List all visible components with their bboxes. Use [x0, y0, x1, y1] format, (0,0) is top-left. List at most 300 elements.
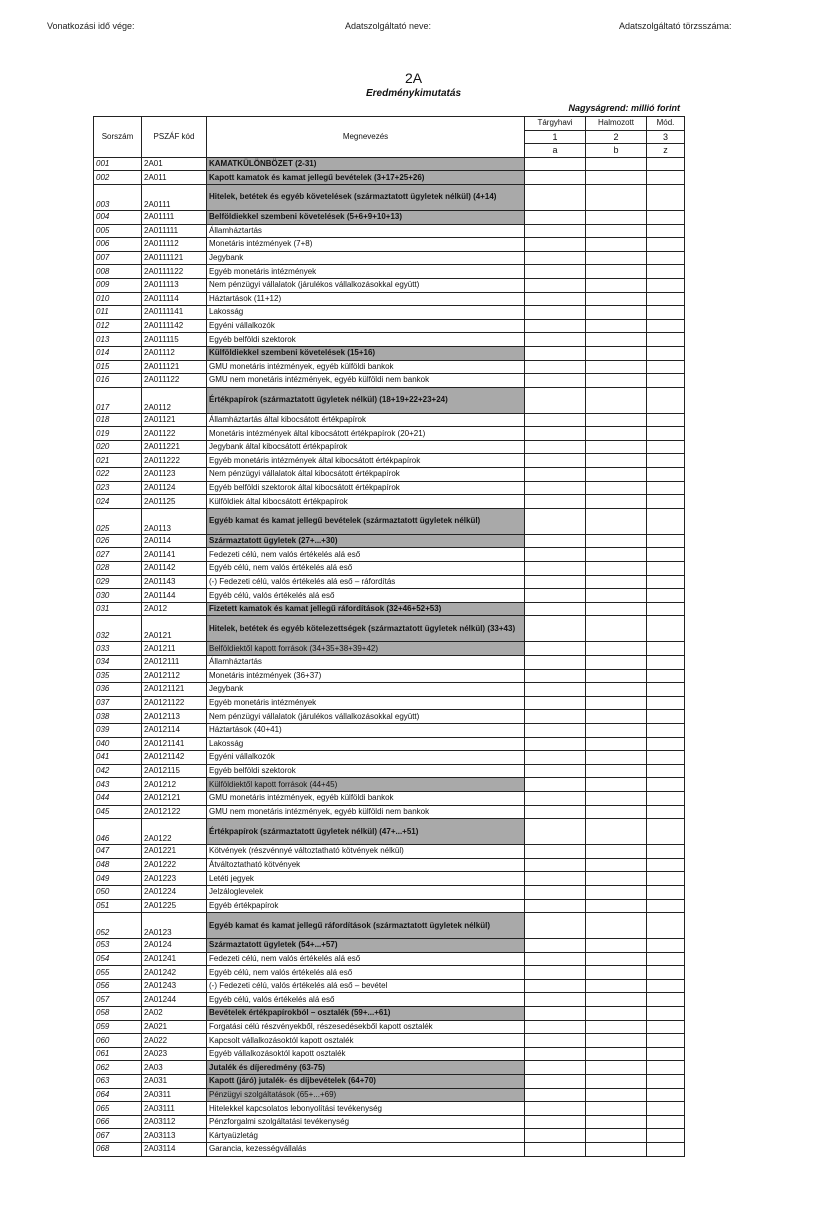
value-cell-targyhavi[interactable]: [525, 710, 586, 724]
row-label: Egyéb célú, valós értékelés alá eső: [207, 589, 525, 603]
value-cell-targyhavi[interactable]: [525, 1061, 586, 1075]
value-cell-mod[interactable]: [647, 292, 685, 306]
value-cell-targyhavi[interactable]: [525, 1143, 586, 1157]
row-pszaf-code: 2A0111141: [142, 306, 207, 320]
value-cell-targyhavi[interactable]: [525, 238, 586, 252]
value-cell-mod[interactable]: [647, 899, 685, 913]
value-cell-targyhavi[interactable]: [525, 1102, 586, 1116]
value-cell-mod[interactable]: [647, 872, 685, 886]
value-cell-halmozott[interactable]: [586, 737, 647, 751]
row-pszaf-code: 2A0113: [142, 508, 207, 534]
value-cell-mod[interactable]: [647, 1075, 685, 1089]
value-cell-halmozott[interactable]: [586, 1061, 647, 1075]
value-cell-mod[interactable]: [647, 966, 685, 980]
value-cell-halmozott[interactable]: [586, 778, 647, 792]
table-row: [94, 979, 685, 993]
value-cell-targyhavi[interactable]: [525, 292, 586, 306]
row-number: 043: [94, 778, 142, 792]
row-label: Letéti jegyek: [207, 872, 525, 886]
value-cell-targyhavi[interactable]: [525, 1020, 586, 1034]
row-number: 060: [94, 1034, 142, 1048]
value-cell-halmozott[interactable]: [586, 360, 647, 374]
row-pszaf-code: 2A01212: [142, 778, 207, 792]
value-cell-halmozott[interactable]: [586, 845, 647, 859]
value-cell-mod[interactable]: [647, 819, 685, 845]
row-number: 013: [94, 333, 142, 347]
value-cell-halmozott[interactable]: [586, 1020, 647, 1034]
row-pszaf-code: 2A011112: [142, 238, 207, 252]
row-pszaf-code: 2A0121122: [142, 696, 207, 710]
value-cell-targyhavi[interactable]: [525, 548, 586, 562]
value-cell-mod[interactable]: [647, 1102, 685, 1116]
value-cell-mod[interactable]: [647, 184, 685, 210]
value-cell-mod[interactable]: [647, 265, 685, 279]
row-pszaf-code: 2A022: [142, 1034, 207, 1048]
value-cell-mod[interactable]: [647, 642, 685, 656]
value-cell-mod[interactable]: [647, 1061, 685, 1075]
row-label: Egyéb belföldi szektorok: [207, 764, 525, 778]
value-cell-mod[interactable]: [647, 589, 685, 603]
value-cell-halmozott[interactable]: [586, 669, 647, 683]
value-cell-halmozott[interactable]: [586, 292, 647, 306]
value-cell-halmozott[interactable]: [586, 374, 647, 388]
value-cell-targyhavi[interactable]: [525, 265, 586, 279]
table-row: [94, 534, 685, 548]
value-cell-targyhavi[interactable]: [525, 669, 586, 683]
value-cell-halmozott[interactable]: [586, 495, 647, 509]
value-cell-targyhavi[interactable]: [525, 440, 586, 454]
value-cell-mod[interactable]: [647, 413, 685, 427]
value-cell-mod[interactable]: [647, 764, 685, 778]
value-cell-mod[interactable]: [647, 210, 685, 224]
row-pszaf-code: 2A011: [142, 171, 207, 185]
value-cell-targyhavi[interactable]: [525, 791, 586, 805]
table-row: [94, 885, 685, 899]
value-cell-halmozott[interactable]: [586, 575, 647, 589]
value-cell-mod[interactable]: [647, 278, 685, 292]
row-number: 006: [94, 238, 142, 252]
value-cell-targyhavi[interactable]: [525, 1115, 586, 1129]
row-label: Külföldiekkel szembeni követelések (15+16): [207, 346, 525, 360]
value-cell-mod[interactable]: [647, 346, 685, 360]
value-cell-halmozott[interactable]: [586, 819, 647, 845]
value-cell-halmozott[interactable]: [586, 427, 647, 441]
value-cell-targyhavi[interactable]: [525, 495, 586, 509]
value-cell-mod[interactable]: [647, 979, 685, 993]
row-pszaf-code: 2A011122: [142, 374, 207, 388]
value-cell-halmozott[interactable]: [586, 278, 647, 292]
value-cell-mod[interactable]: [647, 669, 685, 683]
value-cell-mod[interactable]: [647, 710, 685, 724]
value-cell-halmozott[interactable]: [586, 333, 647, 347]
value-cell-targyhavi[interactable]: [525, 224, 586, 238]
value-cell-targyhavi[interactable]: [525, 210, 586, 224]
table-row: [94, 805, 685, 819]
value-cell-mod[interactable]: [647, 562, 685, 576]
row-number: 042: [94, 764, 142, 778]
value-cell-mod[interactable]: [647, 1115, 685, 1129]
col-number-2: 2: [586, 130, 647, 144]
row-number: 024: [94, 495, 142, 509]
value-cell-halmozott[interactable]: [586, 1129, 647, 1143]
value-cell-halmozott[interactable]: [586, 1143, 647, 1157]
value-cell-mod[interactable]: [647, 723, 685, 737]
value-cell-halmozott[interactable]: [586, 468, 647, 482]
value-cell-mod[interactable]: [647, 939, 685, 953]
value-cell-targyhavi[interactable]: [525, 1047, 586, 1061]
value-cell-mod[interactable]: [647, 1034, 685, 1048]
row-label: Egyéb értékpapírok: [207, 899, 525, 913]
value-cell-mod[interactable]: [647, 171, 685, 185]
row-number: 008: [94, 265, 142, 279]
value-cell-halmozott[interactable]: [586, 1007, 647, 1021]
table-row: [94, 683, 685, 697]
value-cell-targyhavi[interactable]: [525, 481, 586, 495]
value-cell-mod[interactable]: [647, 440, 685, 454]
value-cell-targyhavi[interactable]: [525, 819, 586, 845]
value-cell-targyhavi[interactable]: [525, 845, 586, 859]
value-cell-targyhavi[interactable]: [525, 872, 586, 886]
row-pszaf-code: 2A01: [142, 157, 207, 171]
value-cell-halmozott[interactable]: [586, 238, 647, 252]
value-cell-halmozott[interactable]: [586, 952, 647, 966]
table-row: [94, 791, 685, 805]
value-cell-mod[interactable]: [647, 1129, 685, 1143]
row-number: 017: [94, 387, 142, 413]
value-cell-mod[interactable]: [647, 575, 685, 589]
table-row: [94, 292, 685, 306]
value-cell-halmozott[interactable]: [586, 993, 647, 1007]
value-cell-halmozott[interactable]: [586, 265, 647, 279]
value-cell-targyhavi[interactable]: [525, 805, 586, 819]
value-cell-targyhavi[interactable]: [525, 656, 586, 670]
value-cell-targyhavi[interactable]: [525, 184, 586, 210]
value-cell-mod[interactable]: [647, 616, 685, 642]
row-label: GMU nem monetáris intézmények, egyéb külföldi nem bankok: [207, 805, 525, 819]
value-cell-targyhavi[interactable]: [525, 346, 586, 360]
value-cell-mod[interactable]: [647, 251, 685, 265]
value-cell-mod[interactable]: [647, 845, 685, 859]
row-number: 055: [94, 966, 142, 980]
value-cell-targyhavi[interactable]: [525, 723, 586, 737]
value-cell-mod[interactable]: [647, 737, 685, 751]
row-label: GMU monetáris intézmények, egyéb külföldi bankok: [207, 791, 525, 805]
value-cell-halmozott[interactable]: [586, 306, 647, 320]
value-cell-targyhavi[interactable]: [525, 899, 586, 913]
row-pszaf-code: 2A03113: [142, 1129, 207, 1143]
value-cell-targyhavi[interactable]: [525, 374, 586, 388]
value-cell-halmozott[interactable]: [586, 791, 647, 805]
value-cell-halmozott[interactable]: [586, 642, 647, 656]
row-label: Kötvények (részvénnyé változtatható kötvények nélkül): [207, 845, 525, 859]
col-header-pszaf: PSZÁF kód: [142, 117, 207, 158]
value-cell-mod[interactable]: [647, 805, 685, 819]
value-cell-mod[interactable]: [647, 952, 685, 966]
row-pszaf-code: 2A031: [142, 1075, 207, 1089]
value-cell-targyhavi[interactable]: [525, 952, 586, 966]
value-cell-targyhavi[interactable]: [525, 251, 586, 265]
value-cell-targyhavi[interactable]: [525, 602, 586, 616]
value-cell-halmozott[interactable]: [586, 346, 647, 360]
value-cell-targyhavi[interactable]: [525, 454, 586, 468]
value-cell-targyhavi[interactable]: [525, 885, 586, 899]
value-cell-targyhavi[interactable]: [525, 157, 586, 171]
value-cell-halmozott[interactable]: [586, 224, 647, 238]
value-cell-halmozott[interactable]: [586, 723, 647, 737]
table-row: [94, 374, 685, 388]
value-cell-halmozott[interactable]: [586, 210, 647, 224]
value-cell-targyhavi[interactable]: [525, 1075, 586, 1089]
value-cell-targyhavi[interactable]: [525, 939, 586, 953]
value-cell-targyhavi[interactable]: [525, 360, 586, 374]
value-cell-mod[interactable]: [647, 1007, 685, 1021]
value-cell-halmozott[interactable]: [586, 171, 647, 185]
value-cell-mod[interactable]: [647, 534, 685, 548]
col-header-sorszam: Sorszám: [94, 117, 142, 158]
header-period-end: Vonatkozási idő vége:: [47, 21, 135, 31]
value-cell-halmozott[interactable]: [586, 454, 647, 468]
row-pszaf-code: 2A012114: [142, 723, 207, 737]
value-cell-halmozott[interactable]: [586, 319, 647, 333]
value-cell-mod[interactable]: [647, 495, 685, 509]
row-label: Hitelek, betétek és egyéb követelések (származtatott ügyletek nélkül) (4+14): [207, 184, 525, 210]
value-cell-mod[interactable]: [647, 1088, 685, 1102]
value-cell-halmozott[interactable]: [586, 508, 647, 534]
value-cell-mod[interactable]: [647, 1143, 685, 1157]
value-cell-halmozott[interactable]: [586, 1034, 647, 1048]
value-cell-mod[interactable]: [647, 427, 685, 441]
row-pszaf-code: 2A01222: [142, 858, 207, 872]
value-cell-targyhavi[interactable]: [525, 333, 586, 347]
row-number: 047: [94, 845, 142, 859]
value-cell-mod[interactable]: [647, 993, 685, 1007]
value-cell-targyhavi[interactable]: [525, 993, 586, 1007]
table-row: [94, 1088, 685, 1102]
value-cell-targyhavi[interactable]: [525, 534, 586, 548]
value-cell-targyhavi[interactable]: [525, 858, 586, 872]
row-pszaf-code: 2A0114: [142, 534, 207, 548]
row-label: (-) Fedezeti célú, valós értékelés alá eső – bevétel: [207, 979, 525, 993]
value-cell-halmozott[interactable]: [586, 481, 647, 495]
value-cell-halmozott[interactable]: [586, 913, 647, 939]
value-cell-mod[interactable]: [647, 696, 685, 710]
row-pszaf-code: 2A01243: [142, 979, 207, 993]
value-cell-mod[interactable]: [647, 508, 685, 534]
value-cell-targyhavi[interactable]: [525, 427, 586, 441]
table-row: [94, 952, 685, 966]
table-row: [94, 872, 685, 886]
row-label: Bevételek értékpapírokból – osztalék (59+...+61): [207, 1007, 525, 1021]
row-pszaf-code: 2A011121: [142, 360, 207, 374]
value-cell-halmozott[interactable]: [586, 387, 647, 413]
table-row: [94, 1020, 685, 1034]
value-cell-mod[interactable]: [647, 224, 685, 238]
value-cell-halmozott[interactable]: [586, 1075, 647, 1089]
value-cell-targyhavi[interactable]: [525, 1088, 586, 1102]
value-cell-targyhavi[interactable]: [525, 751, 586, 765]
value-cell-targyhavi[interactable]: [525, 575, 586, 589]
value-cell-mod[interactable]: [647, 751, 685, 765]
row-number: 032: [94, 616, 142, 642]
value-cell-mod[interactable]: [647, 913, 685, 939]
value-cell-mod[interactable]: [647, 238, 685, 252]
value-cell-mod[interactable]: [647, 791, 685, 805]
value-cell-targyhavi[interactable]: [525, 979, 586, 993]
col-header-halmozott: Halmozott: [586, 117, 647, 131]
value-cell-targyhavi[interactable]: [525, 562, 586, 576]
value-cell-halmozott[interactable]: [586, 1047, 647, 1061]
table-row: [94, 778, 685, 792]
row-number: 051: [94, 899, 142, 913]
value-cell-mod[interactable]: [647, 360, 685, 374]
value-cell-halmozott[interactable]: [586, 251, 647, 265]
value-cell-halmozott[interactable]: [586, 184, 647, 210]
value-cell-mod[interactable]: [647, 306, 685, 320]
row-pszaf-code: 2A0124: [142, 939, 207, 953]
value-cell-mod[interactable]: [647, 387, 685, 413]
table-row: [94, 899, 685, 913]
value-cell-halmozott[interactable]: [586, 1115, 647, 1129]
value-cell-halmozott[interactable]: [586, 751, 647, 765]
value-cell-halmozott[interactable]: [586, 1102, 647, 1116]
value-cell-halmozott[interactable]: [586, 1088, 647, 1102]
row-label: Egyéb kamat és kamat jellegű ráfordítások (származtatott ügyletek nélkül): [207, 913, 525, 939]
value-cell-targyhavi[interactable]: [525, 589, 586, 603]
value-cell-halmozott[interactable]: [586, 656, 647, 670]
value-cell-targyhavi[interactable]: [525, 737, 586, 751]
row-number: 037: [94, 696, 142, 710]
row-pszaf-code: 2A02: [142, 1007, 207, 1021]
value-cell-mod[interactable]: [647, 683, 685, 697]
table-row: [94, 737, 685, 751]
value-cell-mod[interactable]: [647, 454, 685, 468]
value-cell-halmozott[interactable]: [586, 710, 647, 724]
row-label: Monetáris intézmények (36+37): [207, 669, 525, 683]
value-cell-targyhavi[interactable]: [525, 413, 586, 427]
value-cell-targyhavi[interactable]: [525, 913, 586, 939]
row-number: 014: [94, 346, 142, 360]
value-cell-halmozott[interactable]: [586, 939, 647, 953]
value-cell-targyhavi[interactable]: [525, 764, 586, 778]
value-cell-halmozott[interactable]: [586, 413, 647, 427]
value-cell-halmozott[interactable]: [586, 858, 647, 872]
value-cell-targyhavi[interactable]: [525, 966, 586, 980]
value-cell-mod[interactable]: [647, 548, 685, 562]
row-number: 039: [94, 723, 142, 737]
value-cell-halmozott[interactable]: [586, 885, 647, 899]
row-label: Nem pénzügyi vállalatok (járulékos vállalkozásokkal együtt): [207, 278, 525, 292]
row-number: 046: [94, 819, 142, 845]
value-cell-halmozott[interactable]: [586, 764, 647, 778]
row-label: Külföldiektől kapott források (44+45): [207, 778, 525, 792]
value-cell-targyhavi[interactable]: [525, 1034, 586, 1048]
value-cell-targyhavi[interactable]: [525, 696, 586, 710]
value-cell-halmozott[interactable]: [586, 899, 647, 913]
table-row: [94, 939, 685, 953]
row-pszaf-code: 2A03112: [142, 1115, 207, 1129]
row-pszaf-code: 2A0111142: [142, 319, 207, 333]
row-number: 031: [94, 602, 142, 616]
value-cell-targyhavi[interactable]: [525, 1007, 586, 1021]
value-cell-mod[interactable]: [647, 1020, 685, 1034]
value-cell-targyhavi[interactable]: [525, 306, 586, 320]
value-cell-mod[interactable]: [647, 656, 685, 670]
value-cell-halmozott[interactable]: [586, 157, 647, 171]
value-cell-halmozott[interactable]: [586, 440, 647, 454]
value-cell-halmozott[interactable]: [586, 534, 647, 548]
row-number: 066: [94, 1115, 142, 1129]
value-cell-mod[interactable]: [647, 1047, 685, 1061]
row-label: Monetáris intézmények által kibocsátott értékpapírok (20+21): [207, 427, 525, 441]
row-label: Fedezeti célú, nem valós értékelés alá eső: [207, 548, 525, 562]
table-row: [94, 481, 685, 495]
value-cell-targyhavi[interactable]: [525, 171, 586, 185]
table-row: [94, 764, 685, 778]
value-cell-targyhavi[interactable]: [525, 387, 586, 413]
value-cell-halmozott[interactable]: [586, 602, 647, 616]
value-cell-targyhavi[interactable]: [525, 778, 586, 792]
form-title: Eredménykimutatás: [365, 88, 462, 99]
table-row: [94, 696, 685, 710]
row-pszaf-code: 2A03114: [142, 1143, 207, 1157]
row-number: 015: [94, 360, 142, 374]
row-pszaf-code: 2A021: [142, 1020, 207, 1034]
value-cell-mod[interactable]: [647, 858, 685, 872]
table-row: [94, 319, 685, 333]
value-cell-halmozott[interactable]: [586, 616, 647, 642]
row-pszaf-code: 2A0311: [142, 1088, 207, 1102]
value-cell-mod[interactable]: [647, 468, 685, 482]
row-number: 038: [94, 710, 142, 724]
value-cell-targyhavi[interactable]: [525, 278, 586, 292]
value-cell-targyhavi[interactable]: [525, 468, 586, 482]
value-cell-mod[interactable]: [647, 602, 685, 616]
table-row: [94, 1007, 685, 1021]
value-cell-halmozott[interactable]: [586, 872, 647, 886]
row-label: Egyéb célú, nem valós értékelés alá eső: [207, 966, 525, 980]
value-cell-mod[interactable]: [647, 481, 685, 495]
value-cell-halmozott[interactable]: [586, 805, 647, 819]
value-cell-mod[interactable]: [647, 319, 685, 333]
value-cell-mod[interactable]: [647, 157, 685, 171]
value-cell-targyhavi[interactable]: [525, 642, 586, 656]
row-pszaf-code: 2A01211: [142, 642, 207, 656]
value-cell-targyhavi[interactable]: [525, 616, 586, 642]
row-label: Egyéb monetáris intézmények: [207, 265, 525, 279]
value-cell-mod[interactable]: [647, 374, 685, 388]
table-row: [94, 642, 685, 656]
value-cell-halmozott[interactable]: [586, 589, 647, 603]
table-row: [94, 656, 685, 670]
value-cell-halmozott[interactable]: [586, 966, 647, 980]
row-pszaf-code: 2A011221: [142, 440, 207, 454]
value-cell-targyhavi[interactable]: [525, 508, 586, 534]
value-cell-halmozott[interactable]: [586, 683, 647, 697]
value-cell-halmozott[interactable]: [586, 548, 647, 562]
row-number: 010: [94, 292, 142, 306]
table-row: [94, 1047, 685, 1061]
value-cell-halmozott[interactable]: [586, 696, 647, 710]
value-cell-targyhavi[interactable]: [525, 319, 586, 333]
value-cell-mod[interactable]: [647, 885, 685, 899]
value-cell-mod[interactable]: [647, 778, 685, 792]
row-pszaf-code: 2A0122: [142, 819, 207, 845]
value-cell-targyhavi[interactable]: [525, 683, 586, 697]
value-cell-halmozott[interactable]: [586, 979, 647, 993]
value-cell-halmozott[interactable]: [586, 562, 647, 576]
value-cell-mod[interactable]: [647, 333, 685, 347]
value-cell-targyhavi[interactable]: [525, 1129, 586, 1143]
